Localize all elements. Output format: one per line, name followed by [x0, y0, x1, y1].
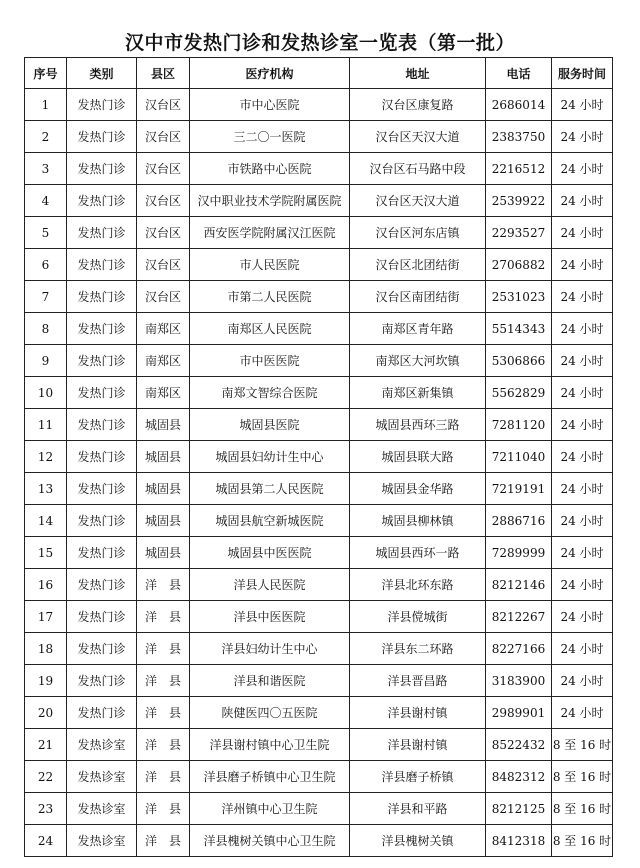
- cell-category: 发热门诊: [67, 537, 137, 569]
- cell-district: 城固县: [137, 473, 190, 505]
- clinic-table: [24, 57, 613, 857]
- cell-district: 城固县: [137, 537, 190, 569]
- cell-phone: 2886716: [486, 505, 552, 537]
- cell-service-hours: 24 小时: [552, 281, 613, 313]
- cell-service-hours: 24 小时: [552, 153, 613, 185]
- table-row: [25, 633, 613, 665]
- cell-service-hours: 8 至 16 时: [552, 825, 613, 857]
- cell-institution: 城固县第二人民医院: [190, 473, 350, 505]
- cell-address: 汉台区河东店镇: [350, 217, 486, 249]
- cell-category: 发热门诊: [67, 473, 137, 505]
- cell-institution: 洋县中医医院: [190, 601, 350, 633]
- table-row: [25, 793, 613, 825]
- cell-category: 发热门诊: [67, 633, 137, 665]
- table-header-row: [25, 58, 613, 89]
- cell-district: 汉台区: [137, 217, 190, 249]
- cell-service-hours: 24 小时: [552, 217, 613, 249]
- cell-address: 汉台区石马路中段: [350, 153, 486, 185]
- cell-service-hours: 24 小时: [552, 697, 613, 729]
- table-row: [25, 377, 613, 409]
- cell-phone: 8412318: [486, 825, 552, 857]
- cell-address: 洋县东二环路: [350, 633, 486, 665]
- cell-category: 发热门诊: [67, 121, 137, 153]
- cell-index: 4: [25, 185, 67, 217]
- header-phone: 电话: [486, 58, 552, 89]
- table-row: [25, 665, 613, 697]
- cell-category: 发热门诊: [67, 665, 137, 697]
- cell-index: 2: [25, 121, 67, 153]
- cell-address: 洋县磨子桥镇: [350, 761, 486, 793]
- cell-service-hours: 24 小时: [552, 313, 613, 345]
- cell-institution: 洋县妇幼计生中心: [190, 633, 350, 665]
- cell-address: 城固县金华路: [350, 473, 486, 505]
- cell-phone: 2539922: [486, 185, 552, 217]
- cell-phone: 8212146: [486, 569, 552, 601]
- cell-address: 汉台区北团结街: [350, 249, 486, 281]
- cell-address: 城固县柳林镇: [350, 505, 486, 537]
- cell-phone: 7281120: [486, 409, 552, 441]
- table-row: [25, 345, 613, 377]
- cell-district: 南郑区: [137, 313, 190, 345]
- cell-index: 6: [25, 249, 67, 281]
- cell-district: 洋 县: [137, 793, 190, 825]
- cell-service-hours: 24 小时: [552, 377, 613, 409]
- cell-category: 发热诊室: [67, 825, 137, 857]
- cell-district: 洋 县: [137, 569, 190, 601]
- cell-service-hours: 24 小时: [552, 89, 613, 121]
- cell-phone: 2989901: [486, 697, 552, 729]
- cell-index: 10: [25, 377, 67, 409]
- cell-category: 发热门诊: [67, 249, 137, 281]
- table-row: [25, 505, 613, 537]
- cell-phone: 2216512: [486, 153, 552, 185]
- cell-address: 洋县谢村镇: [350, 697, 486, 729]
- header-address: 地址: [350, 58, 486, 89]
- cell-phone: 5514343: [486, 313, 552, 345]
- cell-index: 8: [25, 313, 67, 345]
- table-row: [25, 185, 613, 217]
- cell-address: 城固县联大路: [350, 441, 486, 473]
- cell-address: 洋县傥城街: [350, 601, 486, 633]
- table-row: [25, 217, 613, 249]
- cell-service-hours: 24 小时: [552, 665, 613, 697]
- cell-institution: 南郑文智综合医院: [190, 377, 350, 409]
- header-institution: 医疗机构: [190, 58, 350, 89]
- cell-phone: 2293527: [486, 217, 552, 249]
- cell-district: 洋 县: [137, 697, 190, 729]
- cell-district: 汉台区: [137, 121, 190, 153]
- cell-category: 发热门诊: [67, 153, 137, 185]
- cell-address: 汉台区天汉大道: [350, 185, 486, 217]
- table-row: [25, 601, 613, 633]
- cell-phone: 2531023: [486, 281, 552, 313]
- table-row: [25, 537, 613, 569]
- cell-category: 发热门诊: [67, 505, 137, 537]
- table-row: [25, 281, 613, 313]
- cell-category: 发热门诊: [67, 569, 137, 601]
- cell-service-hours: 24 小时: [552, 505, 613, 537]
- cell-category: 发热诊室: [67, 729, 137, 761]
- cell-category: 发热门诊: [67, 377, 137, 409]
- cell-district: 洋 县: [137, 633, 190, 665]
- cell-institution: 市第二人民医院: [190, 281, 350, 313]
- cell-phone: 5306866: [486, 345, 552, 377]
- table-row: [25, 409, 613, 441]
- cell-index: 14: [25, 505, 67, 537]
- cell-service-hours: 24 小时: [552, 537, 613, 569]
- header-district: 县区: [137, 58, 190, 89]
- cell-index: 1: [25, 89, 67, 121]
- cell-index: 9: [25, 345, 67, 377]
- cell-address: 汉台区天汉大道: [350, 121, 486, 153]
- cell-index: 7: [25, 281, 67, 313]
- cell-service-hours: 24 小时: [552, 345, 613, 377]
- cell-district: 城固县: [137, 409, 190, 441]
- cell-institution: 洋县人民医院: [190, 569, 350, 601]
- cell-district: 汉台区: [137, 249, 190, 281]
- cell-service-hours: 24 小时: [552, 121, 613, 153]
- cell-service-hours: 24 小时: [552, 569, 613, 601]
- table-row: [25, 761, 613, 793]
- table-row: [25, 697, 613, 729]
- cell-institution: 城固县妇幼计生中心: [190, 441, 350, 473]
- cell-category: 发热门诊: [67, 185, 137, 217]
- cell-institution: 南郑区人民医院: [190, 313, 350, 345]
- cell-address: 南郑区新集镇: [350, 377, 486, 409]
- table-body: [25, 89, 613, 857]
- cell-phone: 8227166: [486, 633, 552, 665]
- cell-institution: 西安医学院附属汉江医院: [190, 217, 350, 249]
- cell-district: 汉台区: [137, 281, 190, 313]
- cell-category: 发热门诊: [67, 345, 137, 377]
- cell-index: 24: [25, 825, 67, 857]
- cell-index: 12: [25, 441, 67, 473]
- cell-institution: 市铁路中心医院: [190, 153, 350, 185]
- cell-district: 城固县: [137, 505, 190, 537]
- cell-institution: 城固县航空新城医院: [190, 505, 350, 537]
- cell-category: 发热诊室: [67, 761, 137, 793]
- cell-index: 3: [25, 153, 67, 185]
- cell-category: 发热诊室: [67, 793, 137, 825]
- cell-institution: 洋县谢村镇中心卫生院: [190, 729, 350, 761]
- cell-district: 洋 县: [137, 729, 190, 761]
- cell-index: 5: [25, 217, 67, 249]
- header-category: 类别: [67, 58, 137, 89]
- cell-address: 南郑区青年路: [350, 313, 486, 345]
- cell-category: 发热门诊: [67, 697, 137, 729]
- cell-address: 南郑区大河坎镇: [350, 345, 486, 377]
- cell-address: 洋县晋昌路: [350, 665, 486, 697]
- cell-index: 22: [25, 761, 67, 793]
- cell-service-hours: 24 小时: [552, 633, 613, 665]
- cell-phone: 8212267: [486, 601, 552, 633]
- cell-institution: 汉中职业技术学院附属医院: [190, 185, 350, 217]
- cell-index: 16: [25, 569, 67, 601]
- cell-index: 23: [25, 793, 67, 825]
- header-index: 序号: [25, 58, 67, 89]
- cell-district: 汉台区: [137, 153, 190, 185]
- cell-institution: 陕健医四〇五医院: [190, 697, 350, 729]
- cell-phone: 3183900: [486, 665, 552, 697]
- cell-phone: 7219191: [486, 473, 552, 505]
- table-row: [25, 249, 613, 281]
- cell-category: 发热门诊: [67, 217, 137, 249]
- table-row: [25, 89, 613, 121]
- table-row: [25, 121, 613, 153]
- cell-index: 15: [25, 537, 67, 569]
- cell-phone: 5562829: [486, 377, 552, 409]
- cell-district: 洋 县: [137, 825, 190, 857]
- table-row: [25, 825, 613, 857]
- cell-service-hours: 8 至 16 时: [552, 761, 613, 793]
- table-row: [25, 729, 613, 761]
- cell-phone: 8522432: [486, 729, 552, 761]
- cell-phone: 7289999: [486, 537, 552, 569]
- cell-index: 19: [25, 665, 67, 697]
- cell-institution: 洋县槐树关镇中心卫生院: [190, 825, 350, 857]
- cell-district: 汉台区: [137, 185, 190, 217]
- cell-address: 城固县西环一路: [350, 537, 486, 569]
- document-title: 汉中市发热门诊和发热诊室一览表（第一批）: [124, 32, 515, 54]
- cell-institution: 洋县磨子桥镇中心卫生院: [190, 761, 350, 793]
- cell-index: 13: [25, 473, 67, 505]
- cell-index: 17: [25, 601, 67, 633]
- cell-service-hours: 24 小时: [552, 601, 613, 633]
- header-service-hours: 服务时间: [552, 58, 613, 89]
- cell-address: 洋县槐树关镇: [350, 825, 486, 857]
- cell-institution: 城固县中医医院: [190, 537, 350, 569]
- cell-address: 洋县谢村镇: [350, 729, 486, 761]
- cell-phone: 8482312: [486, 761, 552, 793]
- cell-category: 发热门诊: [67, 601, 137, 633]
- cell-service-hours: 8 至 16 时: [552, 793, 613, 825]
- cell-index: 18: [25, 633, 67, 665]
- cell-district: 城固县: [137, 441, 190, 473]
- cell-address: 洋县北环东路: [350, 569, 486, 601]
- cell-index: 20: [25, 697, 67, 729]
- cell-address: 汉台区康复路: [350, 89, 486, 121]
- cell-category: 发热门诊: [67, 281, 137, 313]
- cell-index: 11: [25, 409, 67, 441]
- cell-category: 发热门诊: [67, 313, 137, 345]
- cell-address: 城固县西环三路: [350, 409, 486, 441]
- cell-district: 洋 县: [137, 761, 190, 793]
- cell-district: 南郑区: [137, 345, 190, 377]
- table-row: [25, 569, 613, 601]
- cell-district: 洋 县: [137, 665, 190, 697]
- table-row: [25, 153, 613, 185]
- cell-service-hours: 24 小时: [552, 249, 613, 281]
- cell-institution: 洋州镇中心卫生院: [190, 793, 350, 825]
- cell-index: 21: [25, 729, 67, 761]
- cell-service-hours: 8 至 16 时: [552, 729, 613, 761]
- cell-service-hours: 24 小时: [552, 473, 613, 505]
- cell-service-hours: 24 小时: [552, 441, 613, 473]
- table-row: [25, 473, 613, 505]
- cell-district: 汉台区: [137, 89, 190, 121]
- table-row: [25, 441, 613, 473]
- cell-phone: 8212125: [486, 793, 552, 825]
- cell-service-hours: 24 小时: [552, 409, 613, 441]
- table-row: [25, 313, 613, 345]
- cell-phone: 2706882: [486, 249, 552, 281]
- cell-district: 洋 县: [137, 601, 190, 633]
- cell-phone: 7211040: [486, 441, 552, 473]
- cell-category: 发热门诊: [67, 89, 137, 121]
- cell-institution: 三二〇一医院: [190, 121, 350, 153]
- cell-address: 汉台区南团结街: [350, 281, 486, 313]
- cell-address: 洋县和平路: [350, 793, 486, 825]
- cell-phone: 2383750: [486, 121, 552, 153]
- cell-institution: 市中医医院: [190, 345, 350, 377]
- cell-institution: 市人民医院: [190, 249, 350, 281]
- cell-institution: 洋县和谐医院: [190, 665, 350, 697]
- cell-service-hours: 24 小时: [552, 185, 613, 217]
- cell-category: 发热门诊: [67, 409, 137, 441]
- cell-phone: 2686014: [486, 89, 552, 121]
- cell-category: 发热门诊: [67, 441, 137, 473]
- cell-institution: 市中心医院: [190, 89, 350, 121]
- cell-institution: 城固县医院: [190, 409, 350, 441]
- cell-district: 南郑区: [137, 377, 190, 409]
